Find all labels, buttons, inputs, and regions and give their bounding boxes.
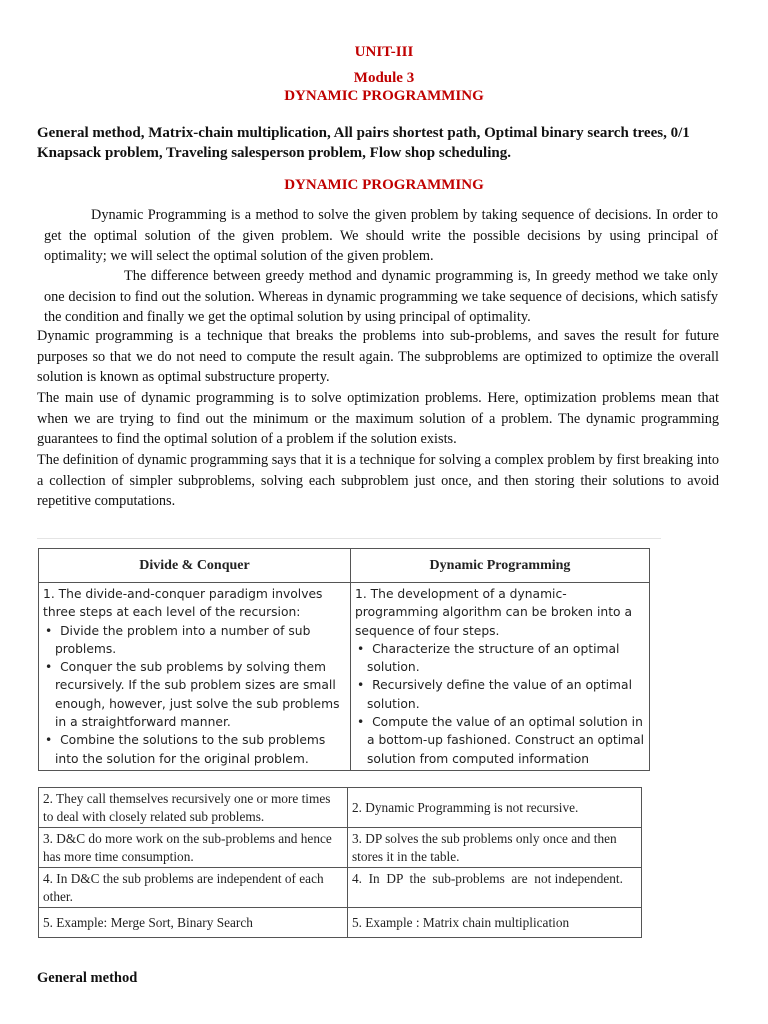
dp-point-3: 3. DP solves the sub problems only once and then stores it in the table. [348, 828, 642, 868]
general-method-heading: General method [37, 970, 138, 986]
module-title: DYNAMIC PROGRAMMING [284, 88, 484, 104]
separator-line [37, 538, 661, 539]
table-header-row [39, 549, 650, 583]
dc-point-5: 5. Example: Merge Sort, Binary Search [39, 908, 348, 938]
table-row [39, 788, 642, 828]
unit-heading: UNIT-III [354, 44, 414, 60]
paragraph-1: Dynamic Programming is a method to solve the given problem by taking sequence of decisions. In order to get the optimal solution of the given problem. We should write the possible decisions by using principal of optimality; we will select the optimal solution of the given problem. [44, 207, 718, 265]
dc-intro: 1. The divide-and-conquer paradigm involves three steps at each level of the recursion: [43, 587, 323, 620]
dp-bullet-3: • Compute the value of an optimal solution in a bottom-up fashioned. Construct an optimal solution from computed information [355, 713, 645, 768]
dp-point-5: 5. Example : Matrix chain multiplication [348, 908, 642, 938]
dc-bullet-2: • Conquer the sub problems by solving them recursively. If the sub problem sizes are small enough, however, just solve the sub problems in a straightforward manner. [43, 658, 346, 731]
topics-list: General method, Matrix-chain multiplication, All pairs shortest path, Optimal binary search trees, 0/1 Knapsack problem, Traveling salesperson problem, Flow shop scheduling. [37, 125, 690, 161]
comparison-table-2 [38, 787, 642, 938]
module-heading: Module 3 [353, 70, 415, 86]
dp-point-4: 4. In DP the sub-problems are not independent. [348, 868, 642, 908]
header-divide-conquer: Divide & Conquer [39, 549, 351, 583]
paragraph-3: Dynamic programming is a technique that breaks the problems into sub-problems, and saves the result for future purposes so that we do not need to compute the result again. The subproblems are optimized to optimize the overall solution is known as optimal substructure property. [37, 328, 719, 386]
dp-steps [351, 583, 650, 771]
dc-point-3: 3. D&C do more work on the sub-problems and hence has more time consumption. [39, 828, 348, 868]
dp-point-2: 2. Dynamic Programming is not recursive. [348, 788, 642, 828]
dp-intro: 1. The development of a dynamic-programming algorithm can be broken into a sequence of four steps. [355, 587, 632, 638]
table-row [39, 868, 642, 908]
dp-bullet-2: • Recursively define the value of an optimal solution. [355, 676, 645, 713]
divide-conquer-steps [39, 583, 351, 771]
dp-bullet-1: • Characterize the structure of an optimal solution. [355, 640, 645, 677]
paragraph-4: The main use of dynamic programming is to solve optimization problems. Here, optimization problems mean that when we are trying to find out the minimum or the maximum solution of a problem. The dynamic programming guarantees to find the optimal solution of a problem if the solution exists. [37, 390, 719, 448]
header-dynamic-programming: Dynamic Programming [351, 549, 650, 583]
table-row [39, 908, 642, 938]
dc-bullet-1: • Divide the problem into a number of sub problems. [43, 622, 346, 659]
paragraph-2: The difference between greedy method and dynamic programming is, In greedy method we take only one decision to find out the solution. Whereas in dynamic programming we take sequence of decisions, which satisfy the condition and finally we get the optimal solution by using principal of optimality. [44, 268, 718, 326]
dc-point-2: 2. They call themselves recursively one or more times to deal with closely related sub problems. [39, 788, 348, 828]
table-row [39, 828, 642, 868]
dc-point-4: 4. In D&C the sub problems are independent of each other. [39, 868, 348, 908]
dc-bullet-3: • Combine the solutions to the sub problems into the solution for the original problem. [43, 731, 346, 768]
paragraph-5: The definition of dynamic programming says that it is a technique for solving a complex problem by first breaking into a collection of simpler subproblems, solving each subproblem just once, and then storing their solutions to avoid repetitive computations. [37, 452, 719, 510]
table-row [39, 583, 650, 771]
section-title: DYNAMIC PROGRAMMING [284, 177, 484, 193]
comparison-table-1 [38, 548, 650, 771]
